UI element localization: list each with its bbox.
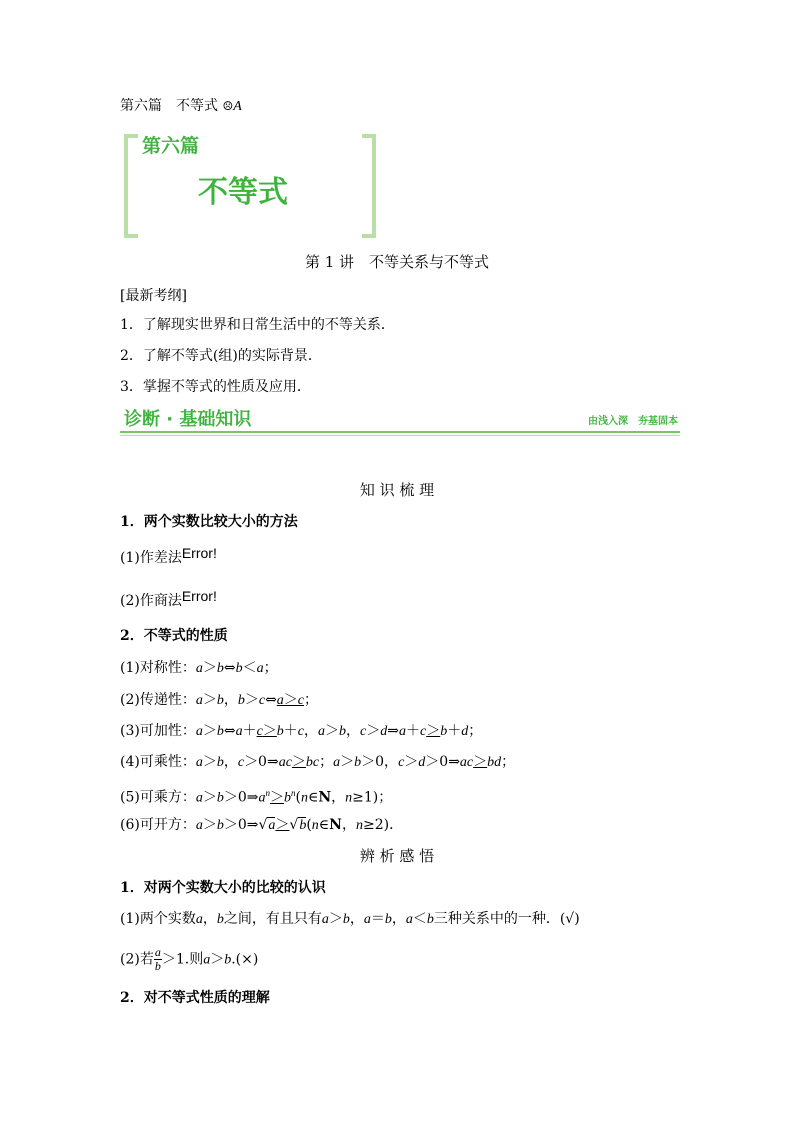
review-h1: 1．对两个实数大小的比较的认识 <box>120 880 326 896</box>
error-text: Error! <box>181 588 217 604</box>
icon-mark: ☹ <box>222 99 234 113</box>
property-root: (6)可开方：a＞b＞0⇒√a＞√b(n∈N，n≥2)． <box>120 817 404 833</box>
syllabus-item: 2．了解不等式(组)的实际背景． <box>120 348 322 364</box>
section-rule-thin <box>120 435 680 436</box>
q1-text-b: 之间，有且只有 <box>223 911 322 927</box>
method-2-label: (2)作商法 <box>120 593 182 609</box>
review-heading: 辨 析 感 悟 <box>359 847 435 865</box>
syllabus-item: 1．了解现实世界和日常生活中的不等关系． <box>120 317 395 333</box>
knowledge-h1: 1．两个实数比较大小的方法 <box>120 514 298 530</box>
lecture-title: 第 1 讲 不等关系与不等式 <box>304 253 490 271</box>
fraction-a-over-b: $\frac{a}{b}$ <box>154 945 161 973</box>
section-band <box>120 408 680 436</box>
section-title: 诊断 · 基础知识 <box>124 409 252 430</box>
syllabus-heading: [最新考纲] <box>120 288 187 304</box>
section-slogan: 由浅入深 夯基固本 <box>588 416 678 427</box>
mark-letter: A <box>233 99 242 114</box>
q2-text-a: (2)若 <box>120 951 154 968</box>
review-q2: (2)若 $\frac{a}{b}$ ＞1.则a＞b.(×) <box>120 945 259 973</box>
property-label: (2)传递性： <box>120 692 196 708</box>
banner-part: 第六篇 <box>142 135 200 157</box>
property-label: (4)可乘性： <box>120 754 196 770</box>
property-label: (3)可加性： <box>120 723 196 739</box>
property-transitive: (2)传递性：a＞b，b＞c⇔a＞c； <box>120 692 319 708</box>
method-1-label: (1)作差法 <box>120 550 182 566</box>
review-q1: (1)两个实数a，b之间，有且只有a＞b，a＝b，a＜b三种关系中的一种．(√) <box>120 911 580 927</box>
method-2 <box>120 588 217 610</box>
q2-text-c: .(×) <box>231 951 259 968</box>
property-power: (5)可乘方：$a>b>0\Rightarrow a^n>b^n(n\in N$，n≥1)； <box>120 788 393 806</box>
review-h2: 2．对不等式性质的理解 <box>120 990 270 1006</box>
knowledge-heading: 知 识 梳 理 <box>359 481 435 499</box>
section-rule <box>120 431 680 433</box>
q2-text-b: 1.则 <box>175 951 204 968</box>
property-symmetry: (1)对称性：a＞b⇔b＜a； <box>120 660 278 676</box>
method-1 <box>120 545 217 567</box>
error-text: Error! <box>181 545 217 561</box>
property-multiplicative: (4)可乘性：a＞b，c＞0⇒ac＞bc；a＞b＞0，c＞d＞0⇒ac＞bd； <box>120 754 516 770</box>
knowledge-h2: 2．不等式的性质 <box>120 628 228 644</box>
syllabus-item: 3．掌握不等式的性质及应用． <box>120 379 311 395</box>
banner-left-bracket <box>124 134 138 238</box>
banner-title: 不等式 <box>198 175 288 210</box>
property-additive: (3)可加性：a＞b⇔a＋c＞b＋c，a＞b，c＞d⇒a＋c＞b＋d； <box>120 723 483 739</box>
q1-text-a: (1)两个实数 <box>120 911 196 927</box>
banner-right-bracket <box>362 134 376 238</box>
property-label: (6)可开方： <box>120 817 196 833</box>
property-label: (1)对称性： <box>120 660 196 676</box>
running-header <box>120 97 242 116</box>
property-label: (5)可乘方： <box>120 789 196 806</box>
running-header-text: 第六篇 不等式 <box>120 98 218 114</box>
q1-text-c: 三种关系中的一种．(√) <box>433 911 580 927</box>
